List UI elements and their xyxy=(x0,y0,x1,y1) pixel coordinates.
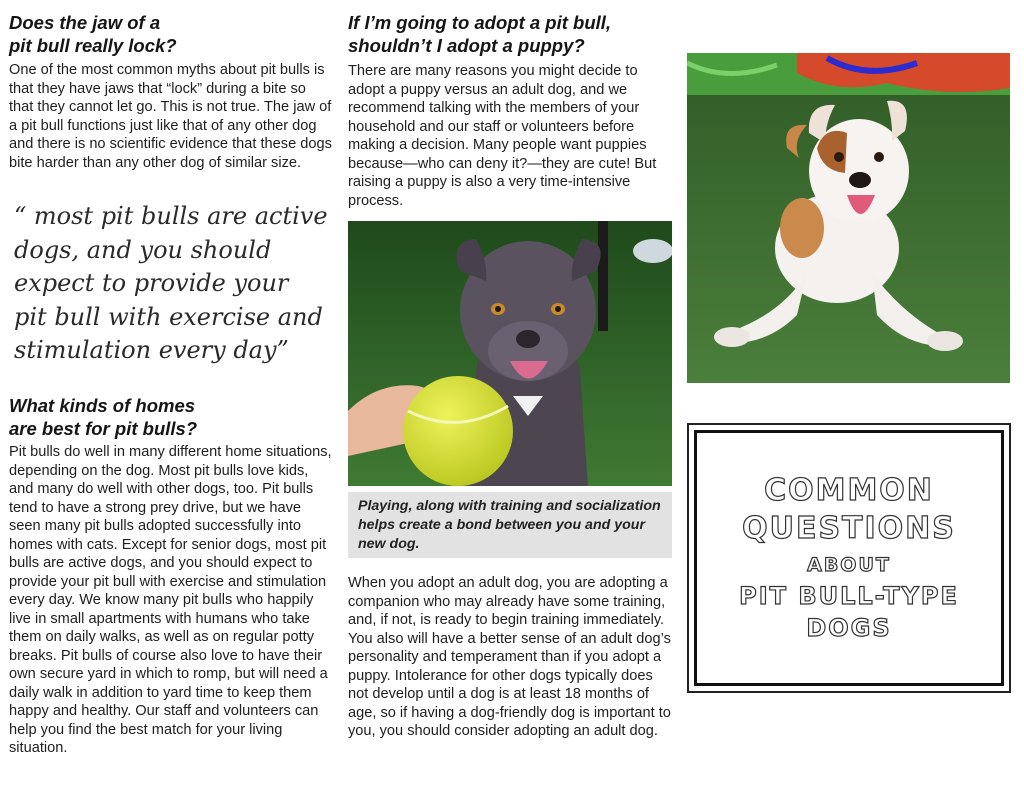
quote-line: expect to provide your xyxy=(14,269,289,297)
jaw-heading-line-2: pit bull really lock? xyxy=(9,35,177,56)
graffiti-wall xyxy=(687,53,1010,95)
title-line-questions: QUESTIONS xyxy=(742,511,956,546)
photo-caption-box xyxy=(348,492,672,558)
puppy-heading-line-1: If I’m going to adopt a pit bull, xyxy=(348,12,612,33)
quote-line: “ most pit bulls are active xyxy=(14,202,328,230)
photo-caption: Playing, along with training and socialization helps create a bond between you and your new dog. xyxy=(358,498,661,552)
dog-with-ball-illustration xyxy=(348,221,672,486)
adult-dog-paragraph: When you adopt an adult dog, you are adopting a companion who may already have some training, and, if not, is ready to begin training immediately. You also will have a better sense of an adult dog’s personality and temperament than if you adopt a puppy. Intolerance for other dogs typically does not develop until a dog is at least 18 months of age, so if having a dog-friendly dog is important to you, you should consider adopting an adult dog. xyxy=(348,575,671,739)
brochure-title-box xyxy=(687,423,1011,693)
title-line-about: ABOUT xyxy=(807,554,891,576)
puppy-illustration xyxy=(687,53,1010,383)
homes-heading-line-2: are best for pit bulls? xyxy=(9,418,198,439)
dog-with-ball-photo xyxy=(348,221,672,486)
title-line-pit-bull-type: PIT BULL-TYPE xyxy=(739,582,959,610)
puppy-heading xyxy=(348,11,675,57)
homes-paragraph: Pit bulls do well in many different home situations, depending on the dog. Most pit bulls love kids, and many do well with other dogs, too. Pit bulls tend to have a strong prey drive, but we have seen many pit bulls adopted successfully into homes with cats. Except for senior dogs, most pit bulls are active dogs, and you should expect to provide your pit bull with exercise and stimulation every day. We know many pit bulls who happily live in small apartments with humans who take them on daily walks, as well as on regular potty breaks. Pit bulls of course also love to have their own secure yard in which to romp, but will need a daily walk in addition to yard time to keep them happy and healthy. Our staff and volunteers can help you find the best match for your living situation. xyxy=(9,444,332,756)
puppy-heading-line-2: shouldn’t I adopt a puppy? xyxy=(348,35,585,56)
quote-line: stimulation every day” xyxy=(14,336,289,364)
pull-quote xyxy=(14,200,332,368)
title-line-dogs: DOGS xyxy=(806,614,892,642)
jaw-heading-line-1: Does the jaw of a xyxy=(9,12,161,33)
jaw-paragraph: One of the most common myths about pit bulls is that they have jaws that “lock” during a bite so that they cannot let go. This is not true. The jaw of a pit bull functions just like that of any other dog and there is no scientific evidence that these dogs bite harder than any other dog of similar size. xyxy=(9,62,332,171)
tennis-ball xyxy=(403,376,513,486)
table-leg xyxy=(598,221,608,331)
puppy-paragraph: There are many reasons you might decide to adopt a puppy versus an adult dog, and we recommend talking with the members of your household and our staff or volunteers before making a decision. Many people want puppies because—who can deny it?—they are cute! But raising a puppy is also a very time-intensive process. xyxy=(348,63,657,209)
homes-heading-line-1: What kinds of homes xyxy=(9,395,196,416)
homes-heading xyxy=(9,394,334,440)
quote-line: dogs, and you should xyxy=(14,235,272,264)
water-bowl xyxy=(633,239,672,263)
quote-line: pit bull with exercise and xyxy=(14,302,323,331)
jaw-heading xyxy=(9,11,334,57)
title-line-common: COMMON xyxy=(764,473,934,508)
puppy-photo xyxy=(687,53,1010,383)
brochure-title-inner-frame xyxy=(694,430,1004,686)
